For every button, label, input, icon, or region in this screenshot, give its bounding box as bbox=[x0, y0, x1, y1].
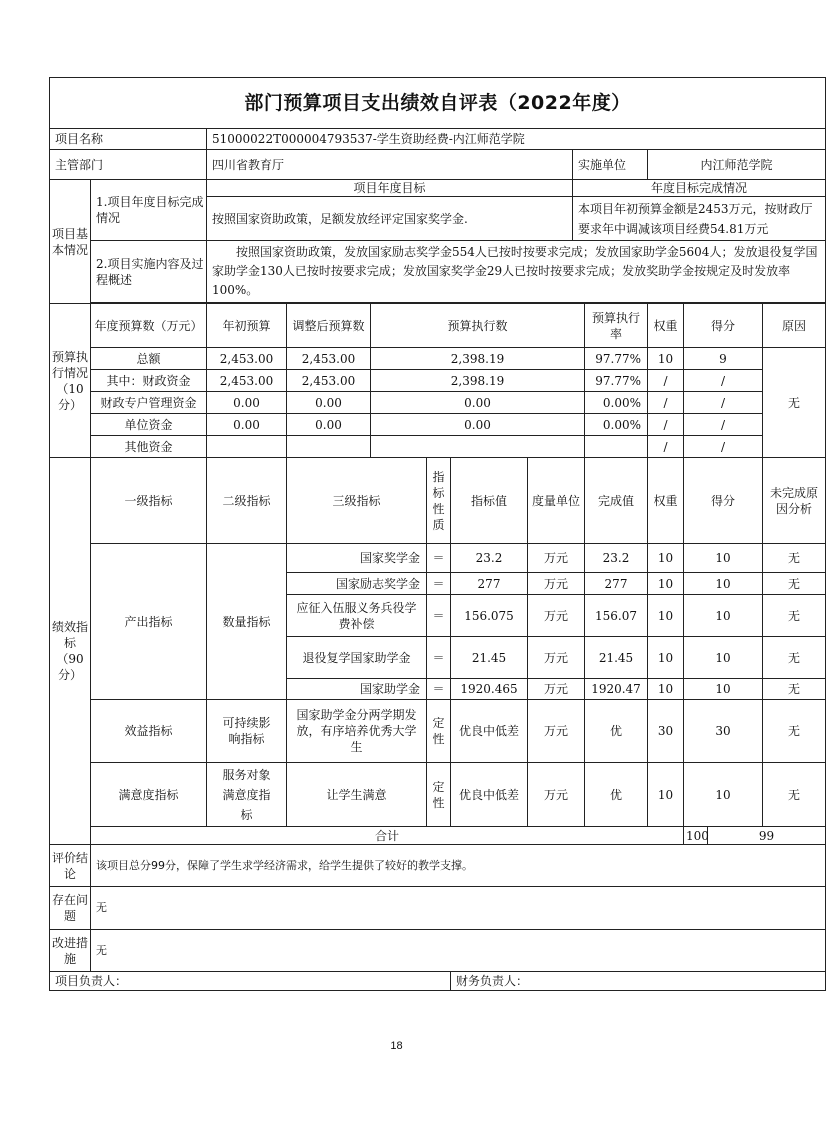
impl-label: 2.项目实施内容及过程概述 bbox=[91, 241, 207, 303]
perf-score: 10 bbox=[684, 595, 763, 637]
project-leader-label: 项目负责人： bbox=[50, 972, 451, 991]
total-weight: 100 bbox=[684, 827, 708, 845]
budget-row-executed: 0.00 bbox=[371, 414, 585, 436]
budget-row-executed: 2,398.19 bbox=[371, 348, 585, 370]
perf-row-satisfaction bbox=[50, 763, 826, 827]
perf-level3: 应征入伍服义务兵役学费补偿 bbox=[287, 595, 427, 637]
budget-header-executed: 预算执行数 bbox=[371, 304, 585, 348]
budget-header-weight: 权重 bbox=[648, 304, 684, 348]
budget-header-reason: 原因 bbox=[763, 304, 826, 348]
budget-row-name: 总额 bbox=[91, 348, 207, 370]
benefit-actual: 优 bbox=[585, 700, 648, 763]
benefit-nature: 定性 bbox=[427, 700, 451, 763]
perf-header-level2: 二级指标 bbox=[207, 458, 287, 544]
benefit-score: 30 bbox=[684, 700, 763, 763]
benefit-analysis: 无 bbox=[763, 700, 826, 763]
satisfaction-level3: 让学生满意 bbox=[287, 763, 427, 827]
perf-header-value: 指标值 bbox=[451, 458, 528, 544]
budget-row-name: 财政专户管理资金 bbox=[91, 392, 207, 414]
budget-row-rate: 0.00% bbox=[585, 392, 648, 414]
benefit-value: 优良中低差 bbox=[451, 700, 528, 763]
perf-score: 10 bbox=[684, 544, 763, 573]
unit-value: 内江师范学院 bbox=[648, 150, 826, 180]
perf-level3: 国家助学金 bbox=[287, 679, 427, 700]
satisfaction-level2: 服务对象满意度指标 bbox=[207, 763, 287, 827]
satisfaction-actual: 优 bbox=[585, 763, 648, 827]
performance-section-label: 绩效指标（90分） bbox=[50, 458, 91, 845]
perf-nature: ＝ bbox=[427, 637, 451, 679]
perf-nature: ＝ bbox=[427, 679, 451, 700]
perf-nature: ＝ bbox=[427, 544, 451, 573]
output-level1: 产出指标 bbox=[91, 544, 207, 700]
perf-weight: 10 bbox=[648, 595, 684, 637]
perf-analysis: 无 bbox=[763, 595, 826, 637]
budget-row-score: / bbox=[684, 414, 763, 436]
perf-row bbox=[50, 544, 826, 573]
perf-analysis: 无 bbox=[763, 679, 826, 700]
evaluation-text: 该项目总分99分，保障了学生求学经济需求，给学生提供了较好的教学支撑。 bbox=[91, 845, 826, 887]
perf-actual: 1920.47 bbox=[585, 679, 648, 700]
page-number: 18 bbox=[390, 1040, 403, 1052]
budget-reason: 无 bbox=[763, 348, 826, 458]
perf-level3: 退役复学国家助学金 bbox=[287, 637, 427, 679]
budget-row-adjusted: 2,453.00 bbox=[287, 370, 371, 392]
budget-row-initial: 0.00 bbox=[207, 414, 287, 436]
perf-value: 21.45 bbox=[451, 637, 528, 679]
dept-label: 主管部门 bbox=[50, 150, 207, 180]
benefit-level3: 国家助学金分两学期发放，有序培养优秀大学生 bbox=[287, 700, 427, 763]
perf-value: 277 bbox=[451, 573, 528, 595]
perf-header-weight: 权重 bbox=[648, 458, 684, 544]
budget-row-initial: 2,453.00 bbox=[207, 370, 287, 392]
impl-text: 按照国家资助政策，发放国家励志奖学金554人已按时按要求完成；发放国家助学金5604人；发放退役复学国家助学金130人已按时按要求完成；发放国家奖学金29人已按时按要求完成；发放奖助学金按规定及时发放率100%。 bbox=[207, 241, 826, 303]
perf-analysis: 无 bbox=[763, 637, 826, 679]
perf-nature: ＝ bbox=[427, 595, 451, 637]
budget-row bbox=[50, 414, 826, 436]
measures-text: 无 bbox=[91, 930, 826, 972]
perf-unit: 万元 bbox=[528, 573, 585, 595]
budget-row-weight: / bbox=[648, 392, 684, 414]
budget-row-name: 其他资金 bbox=[91, 436, 207, 458]
perf-nature: ＝ bbox=[427, 573, 451, 595]
budget-row-weight: / bbox=[648, 370, 684, 392]
perf-unit: 万元 bbox=[528, 595, 585, 637]
completion-header: 年度目标完成情况 bbox=[573, 180, 826, 197]
budget-row-rate: 97.77% bbox=[585, 370, 648, 392]
form-table bbox=[49, 77, 826, 991]
satisfaction-nature: 定性 bbox=[427, 763, 451, 827]
finance-leader-label: 财务负责人： bbox=[451, 972, 826, 991]
budget-row-adjusted: 0.00 bbox=[287, 392, 371, 414]
perf-weight: 10 bbox=[648, 573, 684, 595]
budget-row-executed bbox=[371, 436, 585, 458]
perf-weight: 10 bbox=[648, 637, 684, 679]
budget-row-score: / bbox=[684, 392, 763, 414]
perf-value: 156.075 bbox=[451, 595, 528, 637]
output-level2: 数量指标 bbox=[207, 544, 287, 700]
measures-label: 改进措施 bbox=[50, 930, 91, 972]
total-label: 合计 bbox=[91, 827, 684, 845]
budget-header-score: 得分 bbox=[684, 304, 763, 348]
project-name-value: 51000022T000004793537-学生资助经费-内江师范学院 bbox=[207, 129, 826, 150]
goal-text: 按照国家资助政策，足额发放经评定国家奖学金. bbox=[207, 197, 573, 241]
budget-row bbox=[50, 370, 826, 392]
perf-value: 23.2 bbox=[451, 544, 528, 573]
budget-row-score: 9 bbox=[684, 348, 763, 370]
satisfaction-analysis: 无 bbox=[763, 763, 826, 827]
budget-row-initial: 2,453.00 bbox=[207, 348, 287, 370]
budget-row-executed: 2,398.19 bbox=[371, 370, 585, 392]
perf-score: 10 bbox=[684, 679, 763, 700]
perf-header-level1: 一级指标 bbox=[91, 458, 207, 544]
perf-header-score: 得分 bbox=[684, 458, 763, 544]
budget-row-initial bbox=[207, 436, 287, 458]
dept-value: 四川省教育厅 bbox=[207, 150, 573, 180]
perf-score: 10 bbox=[684, 637, 763, 679]
budget-row-name: 其中：财政资金 bbox=[91, 370, 207, 392]
evaluation-label: 评价结论 bbox=[50, 845, 91, 887]
perf-header-level3: 三级指标 bbox=[287, 458, 427, 544]
perf-level3: 国家励志奖学金 bbox=[287, 573, 427, 595]
evaluation-form bbox=[49, 77, 819, 991]
benefit-unit: 万元 bbox=[528, 700, 585, 763]
perf-header-unit: 度量单位 bbox=[528, 458, 585, 544]
total-score: 99 bbox=[708, 827, 826, 845]
budget-row-rate: 97.77% bbox=[585, 348, 648, 370]
budget-section-label: 预算执行情况（10分） bbox=[50, 304, 91, 458]
budget-row bbox=[50, 392, 826, 414]
budget-row-executed: 0.00 bbox=[371, 392, 585, 414]
perf-level3: 国家奖学金 bbox=[287, 544, 427, 573]
project-name-label: 项目名称 bbox=[50, 129, 207, 150]
completion-text: 本项目年初预算金额是2453万元，按财政厅要求年中调减该项目经费54.81万元 bbox=[573, 197, 826, 241]
budget-header-rate: 预算执行率 bbox=[585, 304, 648, 348]
budget-row-adjusted: 0.00 bbox=[287, 414, 371, 436]
perf-actual: 23.2 bbox=[585, 544, 648, 573]
benefit-level2: 可持续影响指标 bbox=[207, 700, 287, 763]
perf-actual: 21.45 bbox=[585, 637, 648, 679]
budget-row-adjusted: 2,453.00 bbox=[287, 348, 371, 370]
perf-weight: 10 bbox=[648, 544, 684, 573]
budget-row-score: / bbox=[684, 436, 763, 458]
satisfaction-level1: 满意度指标 bbox=[91, 763, 207, 827]
budget-header-category: 年度预算数（万元） bbox=[91, 304, 207, 348]
budget-row-weight: / bbox=[648, 414, 684, 436]
goal-label: 1.项目年度目标完成情况 bbox=[91, 180, 207, 241]
benefit-level1: 效益指标 bbox=[91, 700, 207, 763]
budget-row-rate: 0.00% bbox=[585, 414, 648, 436]
basic-section-label: 项目基本情况 bbox=[50, 180, 91, 304]
budget-row bbox=[50, 436, 826, 458]
perf-unit: 万元 bbox=[528, 544, 585, 573]
perf-unit: 万元 bbox=[528, 679, 585, 700]
perf-analysis: 无 bbox=[763, 544, 826, 573]
budget-row-score: / bbox=[684, 370, 763, 392]
perf-weight: 10 bbox=[648, 679, 684, 700]
perf-header-actual: 完成值 bbox=[585, 458, 648, 544]
perf-value: 1920.465 bbox=[451, 679, 528, 700]
form-title: 部门预算项目支出绩效自评表（2022年度） bbox=[50, 78, 826, 129]
perf-header-nature: 指标性质 bbox=[427, 458, 451, 544]
perf-row-benefit bbox=[50, 700, 826, 763]
perf-unit: 万元 bbox=[528, 637, 585, 679]
perf-actual: 156.07 bbox=[585, 595, 648, 637]
budget-header-adjusted: 调整后预算数 bbox=[287, 304, 371, 348]
budget-row-name: 单位资金 bbox=[91, 414, 207, 436]
unit-label: 实施单位 bbox=[573, 150, 648, 180]
goal-header: 项目年度目标 bbox=[207, 180, 573, 197]
budget-row-rate bbox=[585, 436, 648, 458]
perf-header-analysis: 未完成原因分析 bbox=[763, 458, 826, 544]
benefit-weight: 30 bbox=[648, 700, 684, 763]
budget-header-initial: 年初预算 bbox=[207, 304, 287, 348]
budget-row bbox=[50, 348, 826, 370]
satisfaction-weight: 10 bbox=[648, 763, 684, 827]
issues-text: 无 bbox=[91, 887, 826, 930]
budget-row-weight: / bbox=[648, 436, 684, 458]
budget-row-adjusted bbox=[287, 436, 371, 458]
satisfaction-score: 10 bbox=[684, 763, 763, 827]
budget-row-weight: 10 bbox=[648, 348, 684, 370]
perf-actual: 277 bbox=[585, 573, 648, 595]
satisfaction-value: 优良中低差 bbox=[451, 763, 528, 827]
perf-analysis: 无 bbox=[763, 573, 826, 595]
satisfaction-unit: 万元 bbox=[528, 763, 585, 827]
issues-label: 存在问题 bbox=[50, 887, 91, 930]
budget-row-initial: 0.00 bbox=[207, 392, 287, 414]
perf-score: 10 bbox=[684, 573, 763, 595]
